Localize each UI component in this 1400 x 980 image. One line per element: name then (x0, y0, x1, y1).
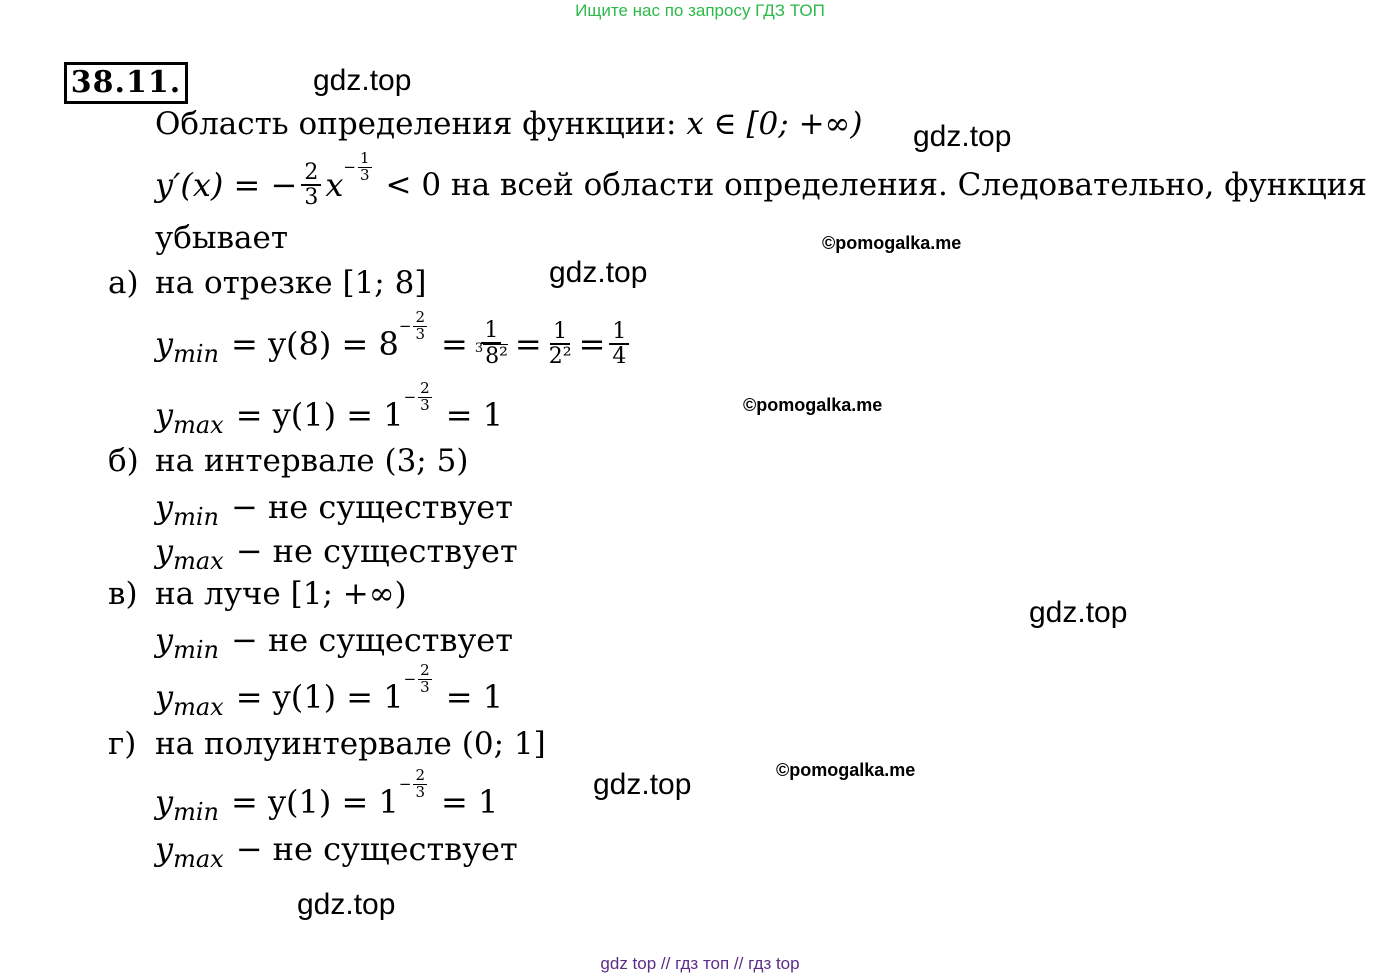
decreasing-text: убывает (155, 220, 289, 256)
exponent-sign: − (403, 388, 417, 406)
y-symbol: y (155, 488, 174, 526)
equation-part: = y(1) = 1 (235, 678, 404, 716)
y-symbol: y (155, 396, 174, 434)
radicand: 8² (485, 343, 508, 369)
exponent-sign: − (343, 158, 356, 176)
watermark-gdz: gdz.top (297, 888, 396, 921)
item-b-ymax (155, 532, 518, 575)
not-exists-text: − не существует (235, 532, 518, 570)
numerator: 2 (415, 307, 425, 326)
denominator: 3 (304, 185, 319, 210)
top-banner[interactable]: Ищите нас по запросу ГДЗ ТОП (575, 1, 825, 20)
equation-result: = 1 (445, 678, 504, 716)
fraction-one-quarter (609, 320, 629, 368)
domain-text: Область определения функции: (155, 106, 677, 142)
subscript-max: max (173, 693, 224, 721)
subscript-max: max (173, 845, 224, 873)
domain-line (155, 106, 862, 142)
item-b-ymin (155, 488, 513, 531)
subscript-max: max (173, 411, 224, 439)
item-g-text: на полуинтервале (0; 1] (155, 726, 546, 762)
fraction-two-thirds (301, 161, 321, 209)
exponent-minus-two-thirds (398, 765, 429, 801)
numerator: 2 (301, 161, 321, 186)
problem-number: 38.11. (64, 62, 188, 104)
item-g-letter: г) (108, 726, 137, 762)
watermark-gdz: gdz.top (593, 768, 692, 801)
subscript-min: min (173, 340, 219, 368)
watermark-gdz: gdz.top (313, 64, 412, 97)
denominator: 3 (420, 395, 430, 414)
exponent-sign: − (403, 670, 417, 688)
exponent-sign: − (398, 317, 412, 335)
item-g-ymax (155, 830, 518, 873)
variable-x: x (325, 166, 344, 204)
item-v-letter: в) (108, 576, 138, 612)
watermark-pomogalka: ©pomogalka.me (743, 395, 883, 415)
subscript-min: min (173, 798, 219, 826)
y-symbol: y (155, 830, 174, 868)
derivative-conclusion: < 0 на всей области определения. Следовательно, функция (385, 167, 1367, 203)
cube-root (474, 341, 508, 369)
subscript-max: max (173, 547, 224, 575)
exponent-minus-two-thirds (403, 660, 434, 696)
exponent-sign: − (398, 775, 412, 793)
not-exists-text: − не существует (230, 621, 513, 659)
numerator: 2 (420, 660, 430, 679)
equals: = (578, 325, 606, 363)
y-symbol: y (155, 325, 174, 363)
exponent-minus-two-thirds (403, 378, 434, 414)
equation-part: = y(1) = 1 (230, 783, 399, 821)
equals: = (441, 325, 468, 363)
item-a-text: на отрезке [1; 8] (155, 265, 427, 301)
item-v-text: на луче [1; +∞) (155, 576, 407, 612)
item-b-letter: б) (108, 443, 139, 479)
fraction-power (546, 320, 575, 368)
denominator: 3 (415, 782, 425, 801)
denominator: 4 (612, 344, 627, 369)
subscript-min: min (173, 503, 219, 531)
item-g-ymin (155, 765, 499, 832)
domain-expression: x ∈ [0; +∞) (686, 106, 863, 142)
equation-result: = 1 (441, 783, 499, 821)
watermark-gdz: gdz.top (913, 120, 1012, 153)
equation-part: = y(1) = 1 (235, 396, 404, 434)
watermark-pomogalka: ©pomogalka.me (822, 233, 962, 253)
numerator: 1 (550, 320, 570, 345)
denominator: 2² (548, 344, 572, 369)
item-b-text: на интервале (3; 5) (155, 443, 469, 479)
numerator: 2 (415, 765, 425, 784)
y-symbol: y (155, 621, 174, 659)
denominator: 3 (359, 165, 370, 184)
equals: = (514, 325, 542, 363)
denominator: 3 (415, 324, 425, 343)
watermark-pomogalka: ©pomogalka.me (776, 760, 916, 780)
item-v-ymax (155, 660, 504, 727)
not-exists-text: − не существует (235, 830, 518, 868)
exponent-minus-two-thirds (398, 307, 429, 343)
derivative-line (155, 150, 1367, 220)
item-v-ymin (155, 621, 513, 664)
y-symbol: y (155, 678, 174, 716)
item-a-ymin (155, 308, 633, 380)
numerator: 1 (481, 319, 501, 344)
not-exists-text: − не существует (230, 488, 513, 526)
y-symbol: y (155, 532, 174, 570)
footer-links[interactable]: gdz top // гдз топ // гдз top (600, 954, 800, 973)
exponent-minus-one-third (343, 148, 373, 184)
y-symbol: y (155, 783, 174, 821)
watermark-gdz: gdz.top (1029, 596, 1128, 629)
root-index: 3 (474, 341, 484, 357)
equation-result: = 1 (445, 396, 504, 434)
fraction-root (472, 319, 511, 370)
numerator: 2 (420, 378, 430, 397)
derivative-lhs: y′(x) = − (155, 166, 298, 204)
subscript-min: min (173, 636, 219, 664)
numerator: 1 (359, 148, 370, 167)
numerator: 1 (609, 320, 629, 345)
item-a-ymax (155, 378, 504, 445)
equation-part: = y(8) = 8 (230, 325, 399, 363)
watermark-gdz: gdz.top (549, 256, 648, 289)
item-a-letter: а) (108, 265, 139, 301)
denominator: 3 (420, 677, 430, 696)
